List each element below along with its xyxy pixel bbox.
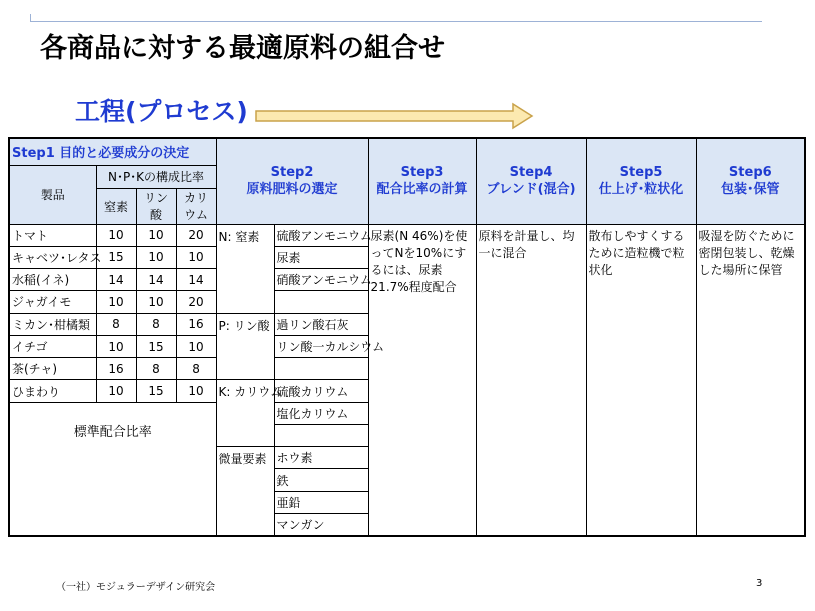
- p-value: 14: [136, 269, 176, 291]
- n-value: 10: [96, 335, 136, 357]
- slide-title: 各商品に対する最適原料の組合せ: [40, 33, 445, 64]
- p-value: 10: [136, 291, 176, 313]
- step3-header: Step3 配合比率の計算: [368, 138, 476, 224]
- title-rule: [30, 21, 762, 22]
- material-p2: リン酸一カルシウム: [274, 335, 368, 357]
- process-arrow-icon: [255, 103, 535, 129]
- k-value: 20: [176, 224, 216, 246]
- page-number: 3: [756, 578, 763, 589]
- material-k2: 塩化カリウム: [274, 402, 368, 424]
- standard-ratio-label: 標準配合比率: [9, 402, 216, 536]
- k-value: 10: [176, 335, 216, 357]
- material-n3: 硝酸アンモニウム: [274, 269, 368, 291]
- material-m3: 亜鉛: [274, 491, 368, 513]
- product-name: トマト: [9, 224, 96, 246]
- material-blank: [274, 358, 368, 380]
- step4-header: Step4 ブレンド(混合): [476, 138, 586, 224]
- n-value: 16: [96, 358, 136, 380]
- material-n2: 尿素: [274, 246, 368, 268]
- category-micro: 微量要素: [216, 447, 274, 536]
- k-value: 20: [176, 291, 216, 313]
- step5-text: 散布しやすくするために造粒機で粒状化: [586, 224, 696, 536]
- n-value: 10: [96, 224, 136, 246]
- n-value: 14: [96, 269, 136, 291]
- category-p: P: リン酸: [216, 313, 274, 380]
- footer-organization: （一社）モジュラーデザイン研究会: [56, 582, 216, 593]
- product-name: イチゴ: [9, 335, 96, 357]
- material-m1: ホウ素: [274, 447, 368, 469]
- step5-header: Step5 仕上げ･粒状化: [586, 138, 696, 224]
- step6-text: 吸湿を防ぐために密閉包装し、乾燥した場所に保管: [696, 224, 805, 536]
- p-value: 10: [136, 224, 176, 246]
- step1-header: Step1 目的と必要成分の決定: [9, 138, 216, 165]
- k-value: 8: [176, 358, 216, 380]
- product-name: ジャガイモ: [9, 291, 96, 313]
- material-k1: 硫酸カリウム: [274, 380, 368, 402]
- p-value: 10: [136, 246, 176, 268]
- product-col-header: 製品: [9, 165, 96, 224]
- n-value: 15: [96, 246, 136, 268]
- category-n: N: 窒素: [216, 224, 274, 313]
- product-name: ミカン･柑橘類: [9, 313, 96, 335]
- p-value: 15: [136, 380, 176, 402]
- material-p1: 過リン酸石灰: [274, 313, 368, 335]
- product-name: キャベツ･レタス: [9, 246, 96, 268]
- n-col-header: 窒素: [96, 189, 136, 224]
- p-value: 15: [136, 335, 176, 357]
- product-name: 茶(チャ): [9, 358, 96, 380]
- k-value: 14: [176, 269, 216, 291]
- p-col-header: リン酸: [136, 189, 176, 224]
- step3-text: 尿素(N 46%)を使ってNを10%にするには、尿素 21.7%程度配合: [368, 224, 476, 536]
- material-m2: 鉄: [274, 469, 368, 491]
- k-value: 16: [176, 313, 216, 335]
- product-name: 水稲(イネ): [9, 269, 96, 291]
- n-value: 10: [96, 291, 136, 313]
- npk-header: N･P･Kの構成比率: [96, 165, 216, 188]
- material-blank: [274, 291, 368, 313]
- process-table: [8, 137, 806, 537]
- material-n1: 硫酸アンモニウム: [274, 224, 368, 246]
- p-value: 8: [136, 358, 176, 380]
- product-name: ひまわり: [9, 380, 96, 402]
- process-label: 工程(プロセス): [75, 97, 248, 126]
- category-k: K: カリウム: [216, 380, 274, 447]
- step6-header: Step6 包装･保管: [696, 138, 805, 224]
- n-value: 8: [96, 313, 136, 335]
- k-value: 10: [176, 246, 216, 268]
- step2-header: Step2 原料肥料の選定: [216, 138, 368, 224]
- n-value: 10: [96, 380, 136, 402]
- k-value: 10: [176, 380, 216, 402]
- p-value: 8: [136, 313, 176, 335]
- k-col-header: カリウム: [176, 189, 216, 224]
- step4-text: 原料を計量し、均一に混合: [476, 224, 586, 536]
- material-blank: [274, 424, 368, 446]
- material-m4: マンガン: [274, 514, 368, 537]
